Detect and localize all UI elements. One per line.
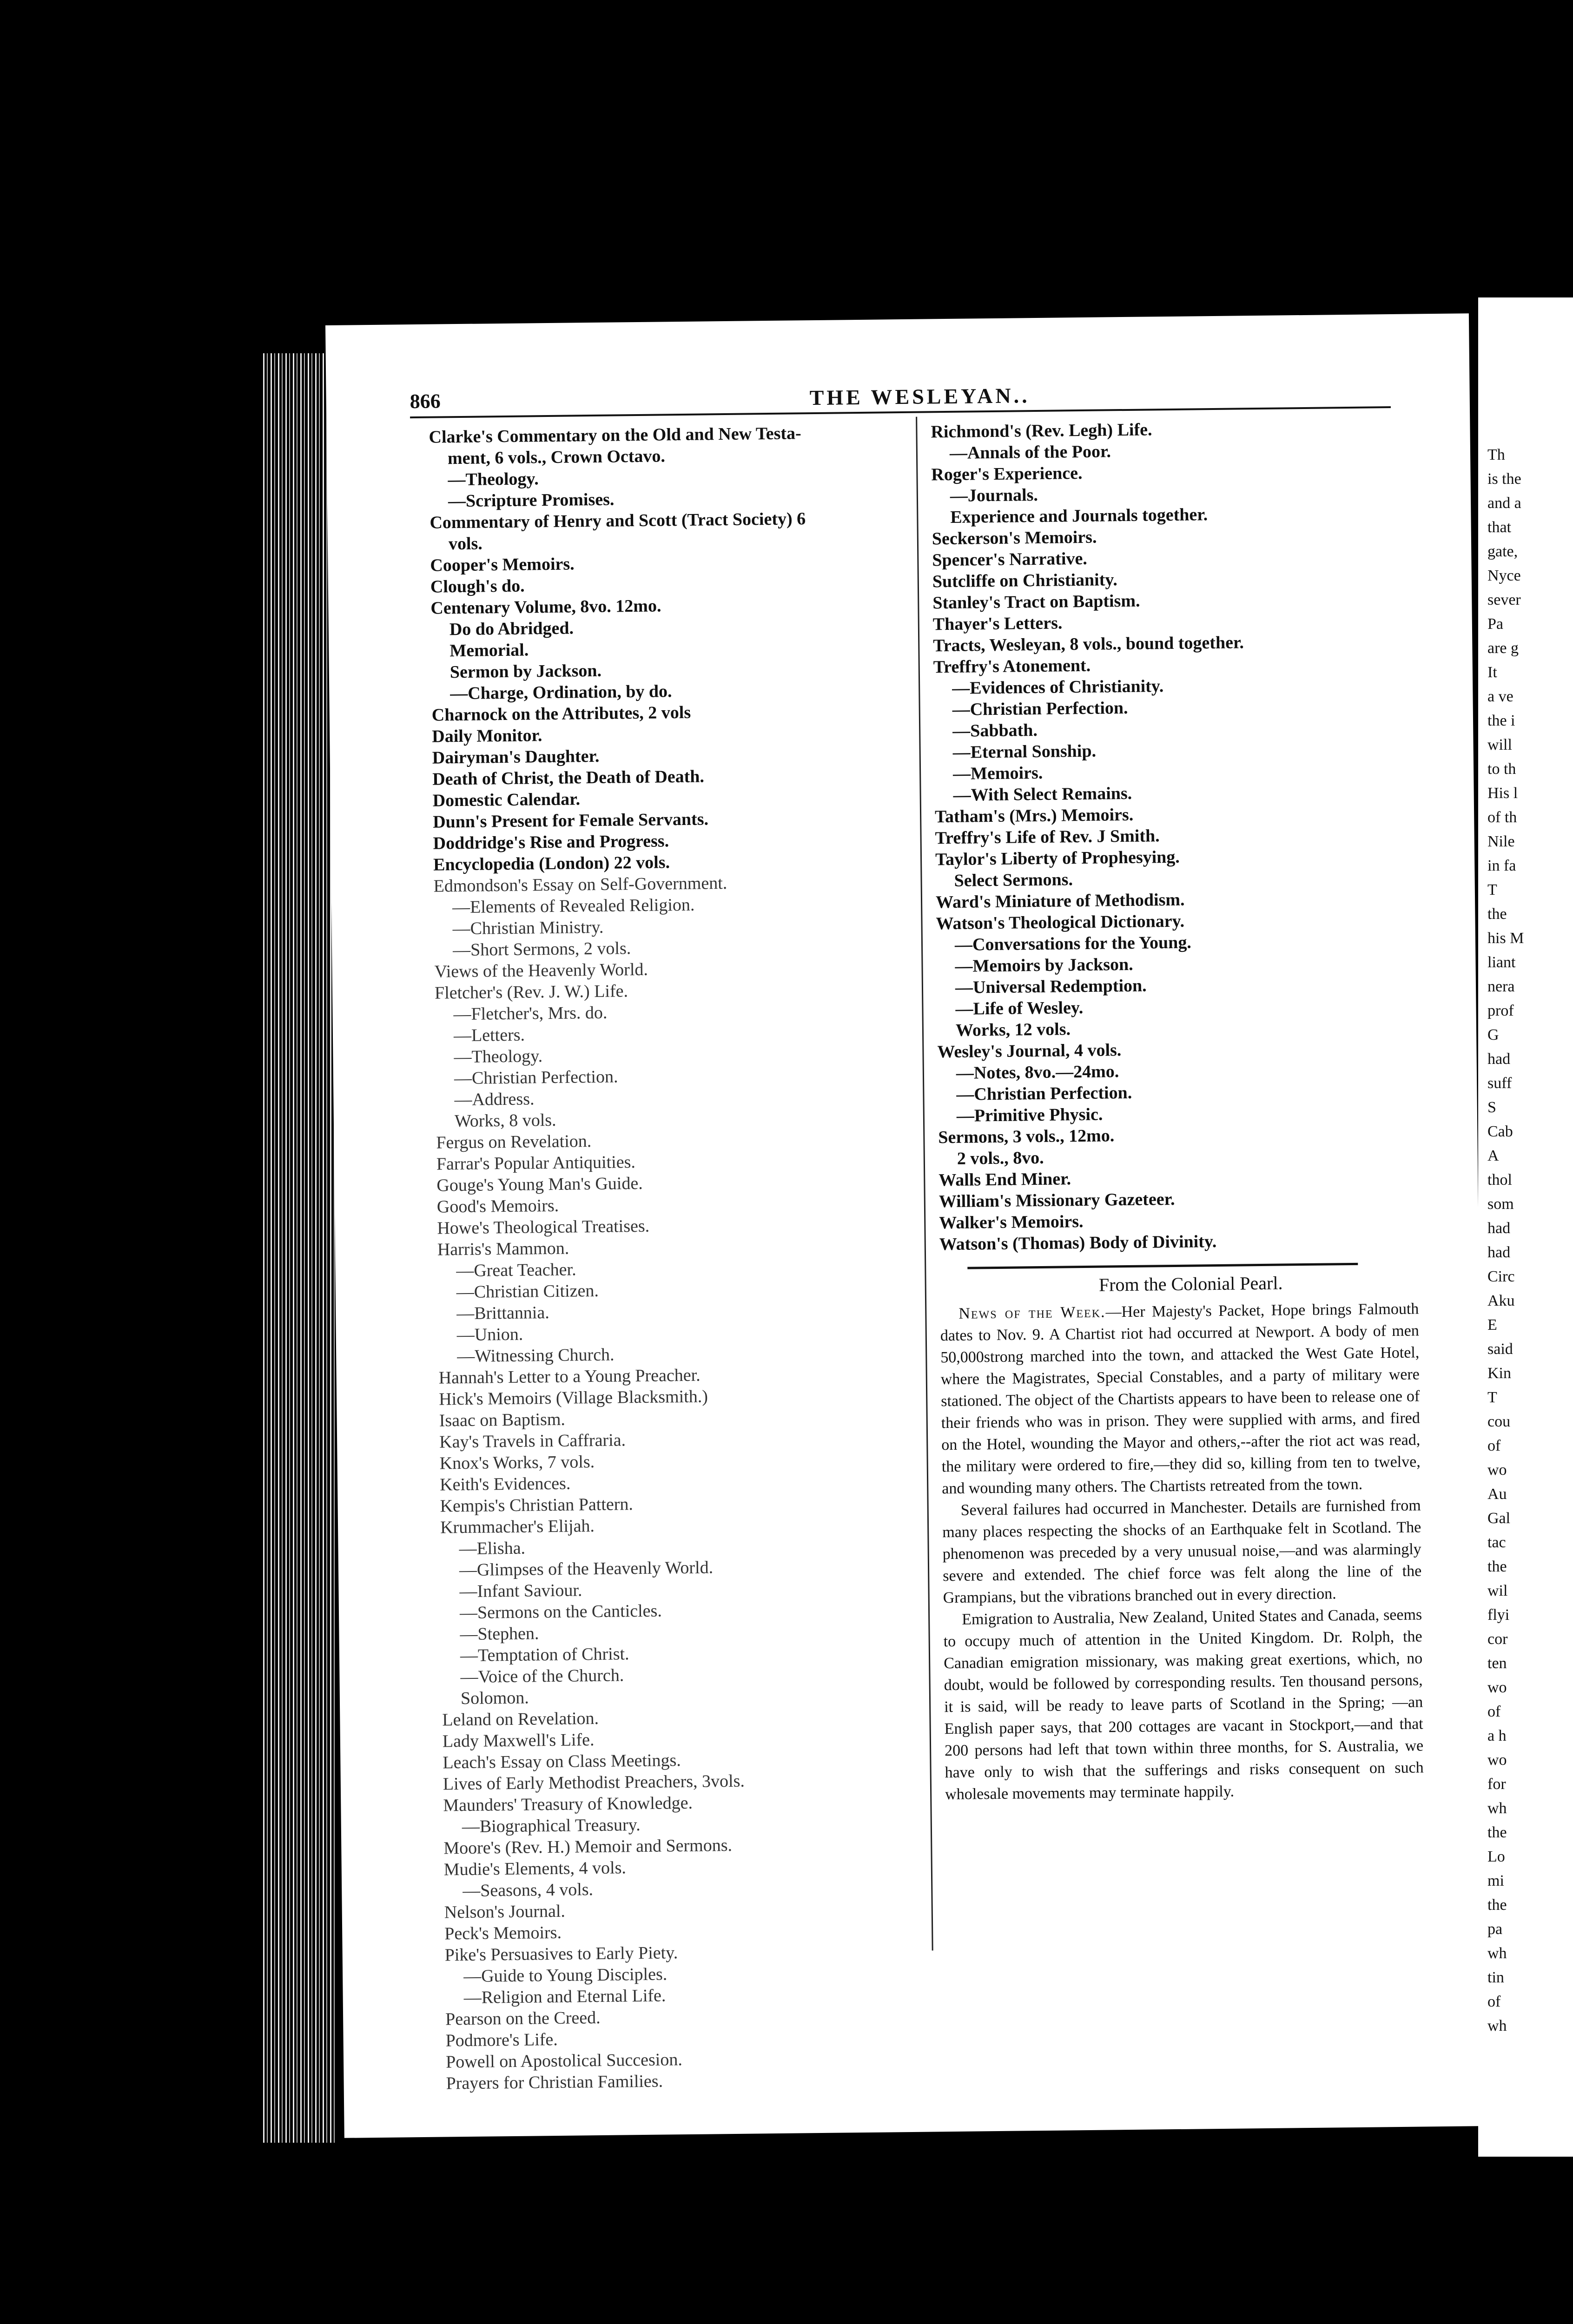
catalog-entry: —Stephen. (460, 1624, 539, 1644)
catalog-entry: Walker's Memoirs. (939, 1212, 1084, 1233)
catalog-entry: —Union. (456, 1324, 523, 1345)
facing-page-fragment: had (1487, 1220, 1511, 1237)
facing-page-fragment: the (1487, 1824, 1507, 1841)
running-title: THE WESLEYAN.. (809, 383, 1030, 410)
facing-page-fragment: Lo (1487, 1848, 1505, 1865)
catalog-entry: Nelson's Journal. (444, 1901, 566, 1922)
catalog-entry: —Life of Wesley. (955, 998, 1084, 1019)
catalog-entry: Farrar's Popular Antiquities. (436, 1152, 636, 1174)
catalog-entry: Peck's Memoirs. (444, 1922, 562, 1944)
catalog-entry: —Glimpses of the Heavenly World. (459, 1558, 714, 1580)
catalog-entry: —Guide to Young Disciples. (463, 1964, 668, 1987)
catalog-entry: Doddridge's Rise and Progress. (433, 831, 669, 853)
catalog-entry: Spencer's Narrative. (932, 548, 1088, 570)
facing-page-fragment: Cab (1487, 1123, 1513, 1140)
catalog-entry: —Christian Citizen. (456, 1281, 599, 1302)
facing-page-fragment: of (1487, 1437, 1501, 1454)
facing-page-fragment: nera (1487, 978, 1515, 995)
catalog-entry: —Conversations for the Young. (954, 932, 1192, 955)
catalog-entry: Roger's Experience. (931, 463, 1083, 485)
article-title: From the Colonial Pearl. (1098, 1272, 1283, 1295)
catalog-entry: Centenary Volume, 8vo. 12mo. (430, 596, 661, 618)
catalog-entry: Do do Abridged. (449, 618, 574, 640)
catalog-entry: Mudie's Elements, 4 vols. (443, 1858, 627, 1880)
facing-page-fragment: wh (1487, 1945, 1507, 1962)
facing-page-fragment: and a (1487, 495, 1521, 512)
catalog-entry: Walls End Miner. (939, 1169, 1071, 1190)
catalog-entry: —Religion and Eternal Life. (463, 1986, 666, 2008)
facing-page-fragment: the (1487, 1558, 1507, 1575)
catalog-entry: Hannah's Letter to a Young Preacher. (438, 1365, 701, 1388)
column-divider (916, 417, 933, 1951)
facing-page-fragment: His l (1487, 785, 1518, 802)
facing-page-fragment: the (1487, 905, 1507, 923)
catalog-entry: —Eternal Sonship. (952, 741, 1097, 762)
book-list-right (931, 416, 1441, 1255)
facing-page-fragment: suff (1487, 1075, 1512, 1092)
facing-page-fragment: pa (1487, 1921, 1503, 1938)
article-rule (967, 1263, 1358, 1269)
catalog-entry: Works, 8 vols. (454, 1110, 556, 1131)
catalog-entry: —Biographical Treasury. (462, 1815, 641, 1837)
facing-page-fragment: Nile (1487, 833, 1515, 850)
facing-page-fragment: E (1487, 1316, 1497, 1334)
catalog-entry: Kempis's Christian Pattern. (440, 1494, 634, 1516)
catalog-entry: Wesley's Journal, 4 vols. (937, 1040, 1122, 1062)
catalog-entry: Tatham's (Mrs.) Memoirs. (934, 805, 1134, 827)
catalog-entry: —Annals of the Poor. (949, 442, 1111, 463)
facing-page-fragment: Pa (1487, 615, 1503, 633)
catalog-entry: —Temptation of Christ. (460, 1644, 629, 1666)
article-paragraph: Emigration to Australia, New Zealand, United States and Canada, seems to occupy much of attention in the United Kingdom. Dr. Rolph, the Canadian emigration missionary, was making great exertions, which, no doubt, would be followed by corresponding results. Ten thousand persons, it is said, will be ready to leave parts of Scotland in the Spring; —an English paper says, that 200 cottages are vacant in Stockport,—and that 200 persons had left that town within three months, for S. Australia, we have only to wish that the sufferings and risks consequent on such wholesale movements may terminate happily. (943, 1606, 1424, 1803)
catalog-entry: Richmond's (Rev. Legh) Life. (931, 420, 1152, 442)
facing-page-fragment: his M (1487, 930, 1524, 947)
facing-page-fragment: G (1487, 1026, 1499, 1043)
catalog-entry: Solomon. (460, 1688, 529, 1709)
catalog-entry: —Address. (454, 1089, 535, 1110)
catalog-entry: Good's Memoirs. (436, 1195, 559, 1217)
facing-page-fragment: had (1487, 1050, 1511, 1068)
facing-page-fragment: wh (1487, 2017, 1507, 2034)
catalog-entry: —Great Teacher. (456, 1260, 576, 1281)
catalog-entry: —Infant Saviour. (459, 1580, 582, 1602)
right-column (931, 416, 1447, 1805)
catalog-entry: Kay's Travels in Caffraria. (439, 1430, 626, 1452)
facing-page-fragment: that (1487, 519, 1511, 536)
catalog-entry: Death of Christ, the Death of Death. (432, 766, 705, 789)
facing-page-fragment: of (1487, 1703, 1501, 1720)
catalog-entry: Dairyman's Daughter. (432, 746, 600, 768)
book-list-left (429, 422, 916, 2094)
catalog-entry: Harris's Mammon. (437, 1238, 569, 1260)
catalog-entry: Hick's Memoirs (Village Blacksmith.) (438, 1386, 708, 1409)
facing-page-fragment: Aku (1487, 1292, 1515, 1309)
catalog-entry: Sutcliffe on Christianity. (932, 570, 1118, 592)
facing-page-fragment: said (1487, 1340, 1513, 1358)
catalog-entry: —With Select Remains. (953, 783, 1132, 805)
facing-page-fragment: Gal (1487, 1510, 1511, 1527)
facing-page-fragment: tac (1487, 1534, 1506, 1551)
catalog-entry: Clough's do. (430, 576, 525, 597)
catalog-entry: —Brittannia. (456, 1303, 549, 1324)
catalog-entry: Prayers for Christian Families. (446, 2071, 663, 2093)
catalog-entry: —Theology. (448, 469, 539, 490)
facing-page-fragment: A (1487, 1147, 1499, 1164)
catalog-entry: —Primitive Physic. (956, 1104, 1103, 1126)
facing-page-fragment: ten (1487, 1655, 1507, 1672)
article-paragraph-text: —Her Majesty's Packet, Hope brings Falmouth dates to Nov. 9. A Chartist riot had occurred at Newport. A body of men 50,000strong marched into the town, and attacked the West Gate Hotel, where the Magistrates, Special Constables, and a party of military were stationed. The object of the Chartists appears to have been to release one of their friends who was in prison. They were supplied with arms, and fired on the Hotel, wounding the Mayor and others,--after the riot act was read, the military were ordered to fire,—they did so, killing from ten to twelve, and wounding many others. The Chartists retreated from the town. (940, 1300, 1421, 1498)
catalog-entry: Sermon by Jackson. (449, 660, 602, 682)
facing-page-fragment: will (1487, 736, 1512, 753)
catalog-entry: —Elements of Revealed Religion. (452, 895, 695, 918)
catalog-entry: Podmore's Life. (445, 2029, 558, 2051)
catalog-entry: Howe's Theological Treatises. (437, 1216, 650, 1238)
catalog-entry: Leach's Essay on Class Meetings. (443, 1750, 681, 1773)
facing-page-fragment: a ve (1487, 688, 1514, 705)
catalog-entry: Isaac on Baptism. (439, 1409, 566, 1431)
facing-page-fragment: thol (1487, 1171, 1512, 1188)
catalog-entry: Watson's (Thomas) Body of Divinity. (939, 1232, 1217, 1254)
catalog-entry: ment, 6 vols., Crown Octavo. (447, 446, 666, 469)
catalog-entry: Knox's Works, 7 vols. (439, 1452, 595, 1473)
facing-page-fragment: cor (1487, 1631, 1508, 1648)
catalog-entry: —Notes, 8vo.—24mo. (956, 1062, 1119, 1083)
facing-page-fragment: It (1487, 664, 1497, 681)
facing-page-fragment: in fa (1487, 857, 1516, 874)
catalog-entry: Encyclopedia (London) 22 vols. (433, 852, 670, 875)
facing-page-fragment: for (1487, 1776, 1506, 1793)
catalog-entry: Treffry's Atonement. (933, 655, 1091, 677)
facing-page-fragment: cou (1487, 1413, 1511, 1430)
facing-page-fragment: wh (1487, 1800, 1507, 1817)
catalog-entry: —Evidences of Christianity. (952, 676, 1164, 698)
catalog-entry: Memorial. (449, 640, 529, 661)
catalog-entry: 2 vols., 8vo. (957, 1148, 1044, 1169)
catalog-entry: Edmondson's Essay on Self-Government. (433, 873, 727, 896)
facing-page-fragment: are g (1487, 640, 1519, 657)
catalog-entry: —Witnessing Church. (457, 1345, 615, 1367)
facing-page-fragment: sever (1487, 591, 1521, 608)
catalog-entry: vols. (448, 534, 483, 554)
catalog-entry: —Journals. (950, 485, 1038, 506)
facing-page-fragment: liant (1487, 954, 1516, 971)
catalog-entry: Views of the Heavenly World. (434, 959, 648, 982)
facing-page-fragment: tin (1487, 1969, 1504, 1986)
catalog-entry: —Scripture Promises. (448, 489, 615, 511)
facing-page-fragment: Kin (1487, 1365, 1511, 1382)
catalog-entry: Lives of Early Methodist Preachers, 3vols. (443, 1771, 745, 1794)
facing-page-fragment: the (1487, 1896, 1507, 1914)
facing-page-fragment: to th (1487, 760, 1516, 778)
catalog-entry: Taylor's Liberty of Prophesying. (935, 847, 1180, 870)
catalog-entry: Daily Monitor. (432, 726, 542, 746)
book-page (325, 313, 1488, 2138)
facing-page-fragment: T (1487, 881, 1497, 898)
facing-page-fragment: mi (1487, 1872, 1504, 1889)
catalog-entry: Powell on Apostolical Succesion. (445, 2050, 683, 2072)
facing-page-fragment: gate, (1487, 543, 1518, 560)
catalog-entry: Dunn's Present for Female Servants. (432, 809, 709, 832)
catalog-entry: Sermons, 3 vols., 12mo. (938, 1126, 1115, 1148)
facing-page-fragment: prof (1487, 1002, 1514, 1019)
catalog-entry: Pearson on the Creed. (445, 2008, 601, 2029)
facing-page-fragment: is the (1487, 470, 1521, 488)
catalog-entry: Fergus on Revelation. (436, 1131, 592, 1153)
facing-page-fragment: wil (1487, 1582, 1508, 1599)
catalog-entry: William's Missionary Gazeteer. (939, 1189, 1175, 1212)
catalog-entry: —Theology. (454, 1046, 543, 1067)
catalog-entry: Seckerson's Memoirs. (932, 527, 1097, 549)
catalog-entry: Watson's Theological Dictionary. (936, 911, 1185, 934)
catalog-entry: —Sermons on the Canticles. (459, 1601, 662, 1623)
catalog-entry: Commentary of Henry and Scott (Tract Society) 6 (430, 509, 806, 533)
facing-page-fragment: of th (1487, 809, 1517, 826)
catalog-entry: Select Sermons. (954, 870, 1073, 891)
catalog-entry: —Sabbath. (952, 720, 1038, 741)
facing-page-fragment: Circ (1487, 1268, 1515, 1285)
catalog-entry: Fletcher's (Rev. J. W.) Life. (434, 981, 628, 1003)
catalog-entry: —Charge, Ordination, by do. (450, 681, 672, 704)
catalog-entry: Thayer's Letters. (932, 613, 1063, 634)
facing-page-edge (1478, 297, 1573, 2157)
catalog-entry: Tracts, Wesleyan, 8 vols., bound together. (933, 633, 1244, 656)
catalog-entry: —Fletcher's, Mrs. do. (453, 1003, 608, 1024)
catalog-entry: Keith's Evidences. (439, 1473, 571, 1495)
catalog-entry: Lady Maxwell's Life. (442, 1730, 595, 1751)
facing-page-fragment: of (1487, 1993, 1501, 2010)
catalog-entry: —Christian Perfection. (454, 1067, 618, 1089)
facing-page-fragment: wo (1487, 1461, 1507, 1479)
catalog-entry: Domestic Calendar. (432, 789, 581, 811)
catalog-entry: Charnock on the Attributes, 2 vols (431, 702, 691, 725)
facing-page-fragment: som (1487, 1195, 1514, 1213)
catalog-entry: Maunders' Treasury of Knowledge. (443, 1793, 693, 1816)
catalog-entry: —Short Sermons, 2 vols. (452, 938, 631, 960)
facing-page-fragment: Th (1487, 446, 1505, 463)
catalog-entry: Clarke's Commentary on the Old and New Testa- (429, 423, 801, 447)
catalog-entry: —Voice of the Church. (460, 1665, 624, 1687)
facing-page-fragment: S (1487, 1099, 1496, 1116)
facing-page-fragment: Nyce (1487, 567, 1521, 584)
catalog-entry: Works, 12 vols. (955, 1019, 1071, 1040)
catalog-entry: —Christian Ministry. (452, 917, 604, 939)
catalog-entry: Stanley's Tract on Baptism. (932, 591, 1140, 613)
facing-page-fragment: a h (1487, 1727, 1507, 1744)
facing-page-fragment: wo (1487, 1679, 1507, 1696)
catalog-entry: —Universal Redemption. (955, 976, 1147, 997)
article-lead: News of the Week. (958, 1303, 1106, 1322)
catalog-entry: Gouge's Young Man's Guide. (436, 1173, 643, 1195)
catalog-entry: —Christian Perfection. (956, 1083, 1132, 1104)
facing-page-fragment: the i (1487, 712, 1515, 729)
facing-page-fragment: Au (1487, 1486, 1507, 1503)
catalog-entry: —Christian Perfection. (952, 698, 1128, 720)
catalog-entry: —Letters. (453, 1025, 525, 1046)
page-number: 866 (410, 390, 441, 413)
facing-page-fragment: wo (1487, 1751, 1507, 1769)
catalog-entry: Cooper's Memoirs. (430, 554, 575, 575)
catalog-entry: Leland on Revelation. (442, 1709, 599, 1730)
catalog-entry: Krummacher's Elijah. (440, 1516, 595, 1538)
facing-page-fragment: had (1487, 1244, 1511, 1261)
page-header (410, 379, 1390, 414)
catalog-entry: —Elisha. (459, 1538, 526, 1559)
catalog-entry: Experience and Journals together. (950, 505, 1208, 527)
facing-page-fragment: flyi (1487, 1606, 1510, 1624)
article-paragraph: Several failures had occurred in Manchester. Details are furnished from many places respecting the shocks of an Earthquake felt in Scotland. The phenomenon was preceded by a very unusual noise,—and was alarmingly severe and extended. The chief force was felt along the line of the Grampians, but the vibrations branched out in every direction. (942, 1497, 1422, 1607)
article-paragraph (940, 1298, 1421, 1499)
catalog-entry: Moore's (Rev. H.) Memoir and Sermons. (443, 1835, 733, 1858)
catalog-entry: Pike's Persuasives to Early Piety. (444, 1943, 678, 1965)
catalog-entry: —Memoirs. (952, 763, 1043, 784)
facing-page-fragment: T (1487, 1389, 1497, 1406)
catalog-entry: —Memoirs by Jackson. (955, 954, 1133, 976)
catalog-entry: Treffry's Life of Rev. J Smith. (935, 826, 1160, 848)
catalog-entry: Ward's Miniature of Methodism. (935, 890, 1185, 912)
book-spine-edge (260, 353, 335, 2143)
catalog-entry: —Seasons, 4 vols. (463, 1880, 594, 1901)
